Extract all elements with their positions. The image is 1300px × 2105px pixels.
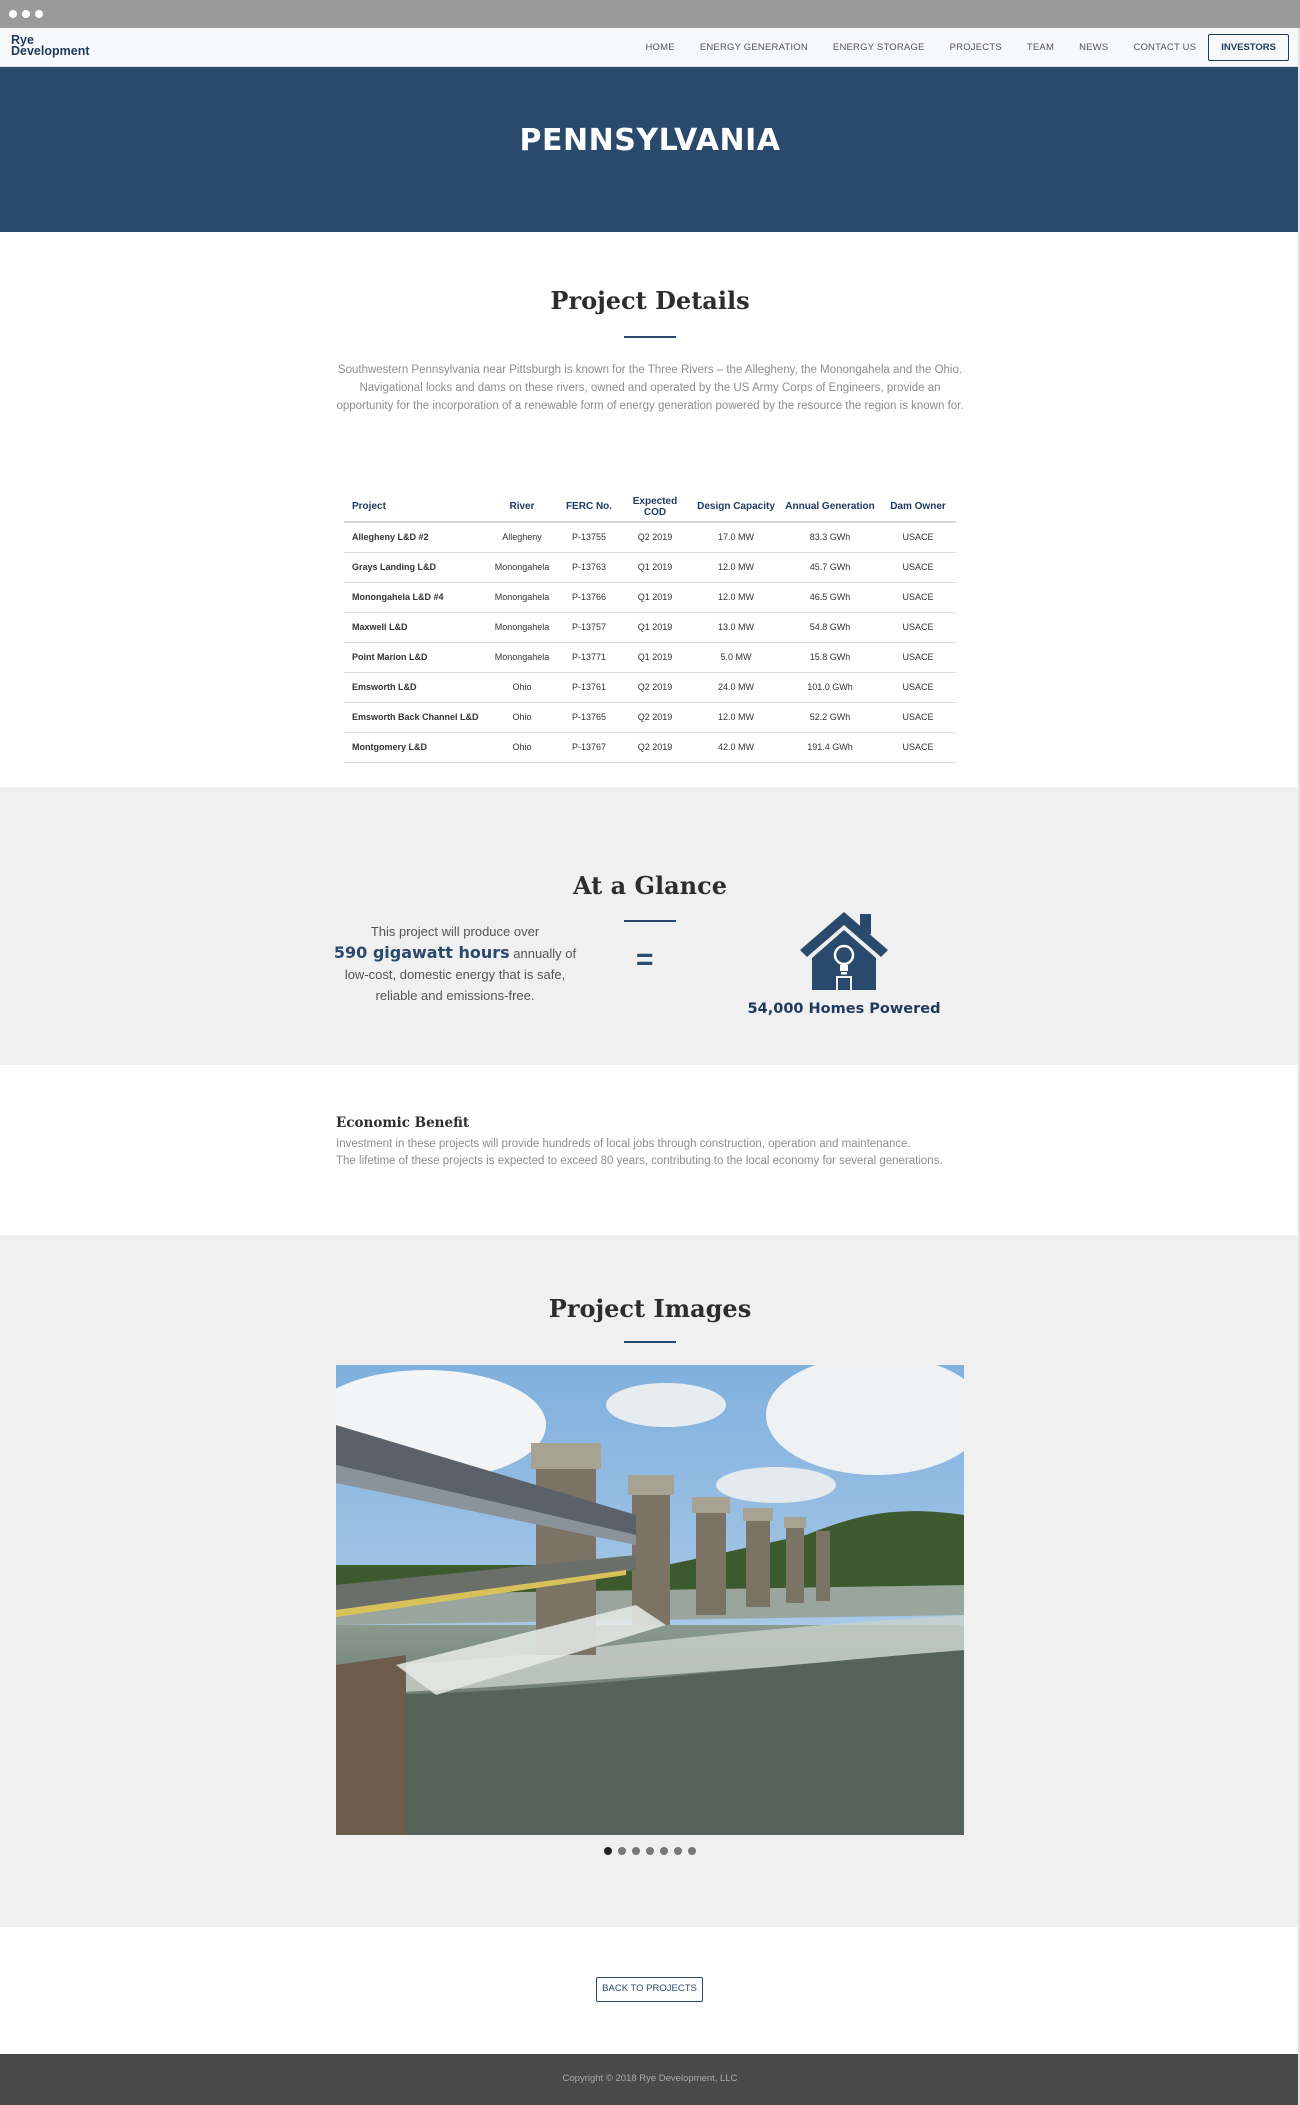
- project-images-heading: Project Images: [548, 1294, 752, 1323]
- cell-project: Allegheny L&D #2: [344, 522, 484, 552]
- column-header-annual-generation: Annual Generation: [780, 492, 880, 522]
- main-nav: [621, 33, 1290, 61]
- copyright-text: Copyright © 2018 Rye Development, LLC: [562, 2073, 738, 2084]
- cell-dam-owner: USACE: [880, 552, 956, 582]
- at-a-glance-section: [0, 787, 1300, 1065]
- cell-design-capacity: 12.0 MW: [692, 702, 780, 732]
- cell-project: Emsworth Back Channel L&D: [344, 702, 484, 732]
- cell-design-capacity: 5.0 MW: [692, 642, 780, 672]
- nav-item-news[interactable]: NEWS: [1079, 41, 1109, 53]
- heading-divider: [624, 1341, 676, 1343]
- cell-annual-generation: 101.0 GWh: [780, 672, 880, 702]
- column-header-dam-owner: Dam Owner: [880, 492, 956, 522]
- cell-project: Grays Landing L&D: [344, 552, 484, 582]
- site-footer: [0, 2054, 1300, 2105]
- nav-item-energy-generation[interactable]: ENERGY GENERATION: [699, 41, 808, 53]
- homes-powered-label: 54,000 Homes Powered: [747, 1001, 941, 1017]
- table-row: [344, 642, 956, 672]
- cell-river: Monongahela: [484, 582, 560, 612]
- table-row: [344, 582, 956, 612]
- projects-table: [344, 492, 956, 763]
- table-row: [344, 522, 956, 552]
- website-page: [0, 28, 1300, 2105]
- window-maximize-dot[interactable]: [35, 10, 43, 18]
- cell-expected-cod: Q1 2019: [618, 582, 692, 612]
- cell-design-capacity: 12.0 MW: [692, 552, 780, 582]
- cell-expected-cod: Q2 2019: [618, 702, 692, 732]
- project-images-section: [0, 1235, 1300, 1927]
- cell-ferc-no: P-13771: [560, 642, 618, 672]
- carousel-dot[interactable]: [646, 1847, 654, 1855]
- cell-expected-cod: Q1 2019: [618, 612, 692, 642]
- nav-item-team[interactable]: TEAM: [1026, 41, 1055, 53]
- table-row: [344, 732, 956, 762]
- browser-titlebar: [0, 0, 1300, 28]
- cell-annual-generation: 46.5 GWh: [780, 582, 880, 612]
- cell-expected-cod: Q2 2019: [618, 522, 692, 552]
- column-header-expected-cod: Expected COD: [618, 492, 692, 522]
- at-a-glance-heading: At a Glance: [572, 871, 728, 900]
- glance-line-2: [330, 942, 580, 964]
- top-navbar: [0, 28, 1300, 67]
- back-to-projects-button[interactable]: BACK TO PROJECTS: [596, 1977, 703, 2002]
- glance-line-3: low-cost, domestic energy that is safe,: [344, 967, 566, 982]
- cell-dam-owner: USACE: [880, 702, 956, 732]
- heading-divider: [624, 920, 676, 922]
- carousel-dot[interactable]: [632, 1847, 640, 1855]
- nav-item-contact-us[interactable]: CONTACT US: [1133, 41, 1197, 53]
- carousel-dots: [0, 1847, 1300, 1855]
- cell-dam-owner: USACE: [880, 732, 956, 762]
- cell-expected-cod: Q2 2019: [618, 732, 692, 762]
- economic-line-2: The lifetime of these projects is expected to exceed 80 years, contributing to the local economy for several generations.: [336, 1155, 943, 1167]
- cell-ferc-no: P-13766: [560, 582, 618, 612]
- cell-river: Ohio: [484, 732, 560, 762]
- site-logo[interactable]: [11, 35, 90, 57]
- cell-annual-generation: 15.8 GWh: [780, 642, 880, 672]
- cell-ferc-no: P-13755: [560, 522, 618, 552]
- cell-project: Point Marion L&D: [344, 642, 484, 672]
- column-header-project: Project: [344, 492, 484, 522]
- cell-annual-generation: 54.8 GWh: [780, 612, 880, 642]
- cell-ferc-no: P-13763: [560, 552, 618, 582]
- glance-line-2-rest: annually of: [509, 946, 577, 961]
- economic-line-1: Investment in these projects will provide hundreds of local jobs through construction, operation and maintenance.: [336, 1138, 911, 1150]
- nav-item-energy-storage[interactable]: ENERGY STORAGE: [832, 41, 925, 53]
- cell-design-capacity: 17.0 MW: [692, 522, 780, 552]
- cell-ferc-no: P-13765: [560, 702, 618, 732]
- carousel-dot[interactable]: [660, 1847, 668, 1855]
- carousel-dot[interactable]: [674, 1847, 682, 1855]
- cell-design-capacity: 24.0 MW: [692, 672, 780, 702]
- cell-river: Ohio: [484, 702, 560, 732]
- cell-ferc-no: P-13761: [560, 672, 618, 702]
- cell-river: Monongahela: [484, 552, 560, 582]
- carousel-dot[interactable]: [618, 1847, 626, 1855]
- page-title: PENNSYLVANIA: [519, 123, 781, 158]
- cell-river: Monongahela: [484, 642, 560, 672]
- carousel-dot[interactable]: [604, 1847, 612, 1855]
- cell-project: Emsworth L&D: [344, 672, 484, 702]
- equals-sign: =: [636, 943, 654, 976]
- column-header-river: River: [484, 492, 560, 522]
- cell-annual-generation: 83.3 GWh: [780, 522, 880, 552]
- cell-project: Maxwell L&D: [344, 612, 484, 642]
- carousel-image[interactable]: [336, 1365, 964, 1835]
- project-details-heading: Project Details: [550, 286, 750, 315]
- cell-expected-cod: Q1 2019: [618, 552, 692, 582]
- cell-river: Allegheny: [484, 522, 560, 552]
- cell-ferc-no: P-13767: [560, 732, 618, 762]
- table-row: [344, 702, 956, 732]
- project-details-intro: Southwestern Pennsylvania near Pittsburgh is known for the Three Rivers – the Allegheny, the Monongahela and the Ohio. Navigational locks and dams on these rivers, owned and operated by the US Army Corps of Engineers, provide an opportunity for the incorporation of a renewable form of energy generation powered by the resource the region is known for.: [336, 364, 964, 412]
- logo-line-1: Rye: [11, 33, 34, 47]
- cell-river: Monongahela: [484, 612, 560, 642]
- gigawatt-hours-figure: 590 gigawatt hours: [333, 943, 510, 962]
- cell-dam-owner: USACE: [880, 612, 956, 642]
- cell-expected-cod: Q2 2019: [618, 672, 692, 702]
- economic-benefit-heading: Economic Benefit: [336, 1115, 470, 1131]
- cell-annual-generation: 191.4 GWh: [780, 732, 880, 762]
- cell-dam-owner: USACE: [880, 642, 956, 672]
- cell-dam-owner: USACE: [880, 672, 956, 702]
- logo-line-2: Development: [11, 44, 90, 58]
- cell-design-capacity: 42.0 MW: [692, 732, 780, 762]
- window-minimize-dot[interactable]: [22, 10, 30, 18]
- house-lightbulb-icon: [796, 910, 892, 999]
- window-close-dot[interactable]: [9, 10, 17, 18]
- table-row: [344, 612, 956, 642]
- heading-divider: [624, 336, 676, 338]
- glance-line-4: reliable and emissions-free.: [375, 988, 535, 1003]
- table-header-row: [344, 492, 956, 522]
- cell-annual-generation: 45.7 GWh: [780, 552, 880, 582]
- glance-line-1: This project will produce over: [370, 924, 540, 939]
- table-row: [344, 672, 956, 702]
- cell-design-capacity: 13.0 MW: [692, 612, 780, 642]
- cell-project: Montgomery L&D: [344, 732, 484, 762]
- cell-river: Ohio: [484, 672, 560, 702]
- cell-expected-cod: Q1 2019: [618, 642, 692, 672]
- column-header-design-capacity: Design Capacity: [692, 492, 780, 522]
- table-row: [344, 552, 956, 582]
- investors-button[interactable]: INVESTORS: [1208, 34, 1289, 61]
- cell-dam-owner: USACE: [880, 582, 956, 612]
- cell-project: Monongahela L&D #4: [344, 582, 484, 612]
- nav-item-home[interactable]: HOME: [645, 41, 675, 53]
- column-header-ferc-no: FERC No.: [560, 492, 618, 522]
- hero-banner: [0, 67, 1300, 232]
- glance-statement: [330, 921, 580, 1006]
- economic-benefit-text: [336, 1136, 996, 1170]
- cell-dam-owner: USACE: [880, 522, 956, 552]
- nav-item-projects[interactable]: PROJECTS: [949, 41, 1002, 53]
- cell-design-capacity: 12.0 MW: [692, 582, 780, 612]
- cell-ferc-no: P-13757: [560, 612, 618, 642]
- carousel-dot[interactable]: [688, 1847, 696, 1855]
- cell-annual-generation: 52.2 GWh: [780, 702, 880, 732]
